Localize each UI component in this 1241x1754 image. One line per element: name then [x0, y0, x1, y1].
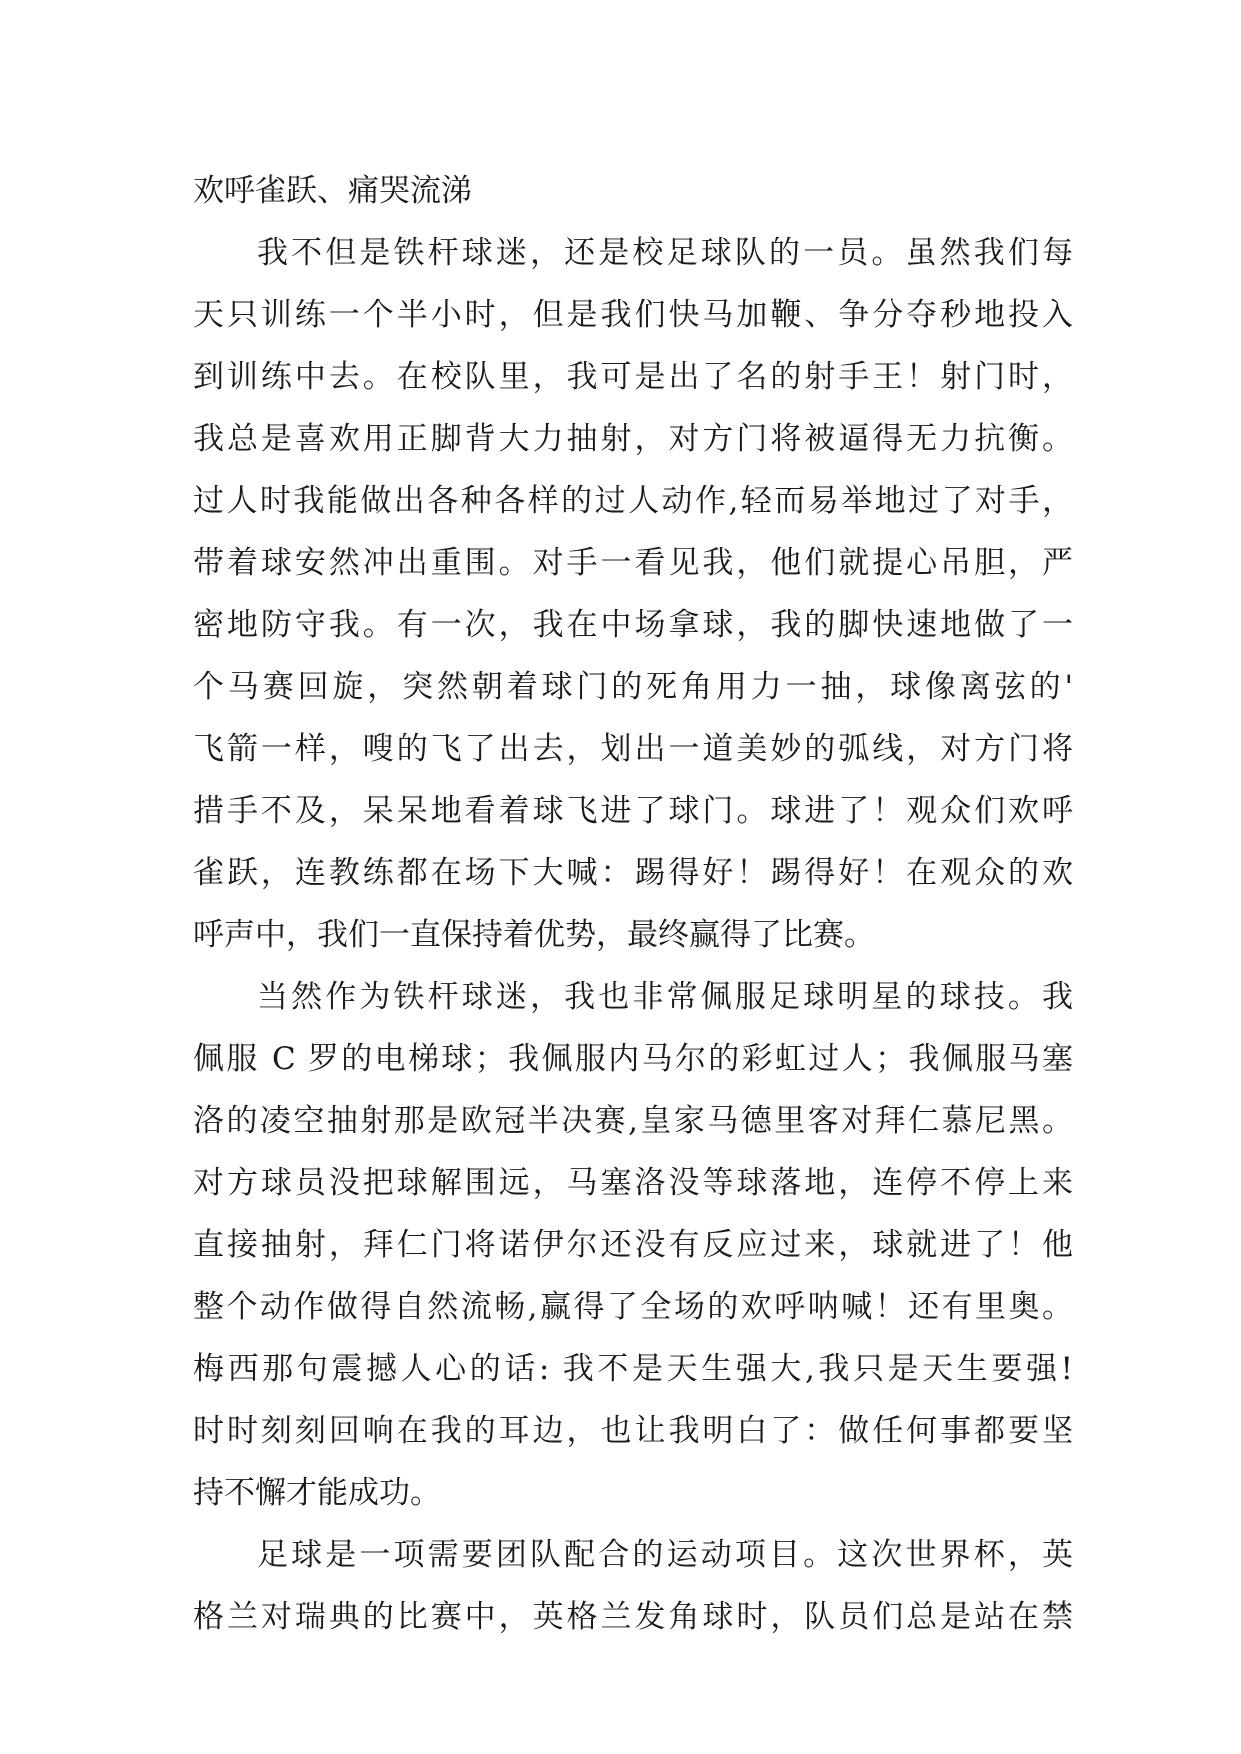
paragraph-line: 洛的凌空抽射那是欧冠半决赛,皇家马德里客对拜仁慕尼黑。 — [193, 1103, 1073, 1139]
paragraph-line: 足球是一项需要团队配合的运动项目。这次世界杯，英 — [257, 1537, 1073, 1573]
paragraph-2 — [193, 966, 1073, 1524]
paragraph-1 — [193, 222, 1073, 966]
paragraph-line: 天只训练一个半小时，但是我们快马加鞭、争分夺秒地投入 — [193, 297, 1073, 333]
paragraph-line: 格兰对瑞典的比赛中，英格兰发角球时，队员们总是站在禁 — [193, 1599, 1073, 1635]
paragraph-line: 当然作为铁杆球迷，我也非常佩服足球明星的球技。我 — [257, 979, 1073, 1015]
paragraph-line: 我总是喜欢用正脚背大力抽射，对方门将被逼得无力抗衡。 — [193, 421, 1073, 457]
paragraph-line: 飞箭一样，嗖的飞了出去，划出一道美妙的弧线，对方门将 — [193, 731, 1073, 767]
paragraph-line: 佩服 C 罗的电梯球；我佩服内马尔的彩虹过人；我佩服马塞 — [193, 1041, 1073, 1077]
paragraph-line: 我不但是铁杆球迷，还是校足球队的一员。虽然我们每 — [257, 235, 1073, 271]
paragraph-3 — [193, 1524, 1073, 1648]
paragraph-line: 呼声中，我们一直保持着优势，最终赢得了比赛。 — [193, 917, 875, 953]
paragraph-line: 直接抽射，拜仁门将诺伊尔还没有反应过来，球就进了！他 — [193, 1227, 1073, 1263]
paragraph-line: 梅西那句震撼人心的话: 我不是天生强大,我只是天生要强! — [193, 1351, 1073, 1387]
heading-line: 欢呼雀跃、痛哭流涕 — [193, 173, 472, 209]
body-text — [193, 160, 1073, 1648]
paragraph-line: 整个动作做得自然流畅,赢得了全场的欢呼呐喊！还有里奥。 — [193, 1289, 1073, 1325]
paragraph-line: 雀跃，连教练都在场下大喊：踢得好！踢得好！在观众的欢 — [193, 855, 1073, 891]
paragraph-line: 时时刻刻回响在我的耳边，也让我明白了：做任何事都要坚 — [193, 1413, 1073, 1449]
paragraph-line: 带着球安然冲出重围。对手一看见我，他们就提心吊胆，严 — [193, 545, 1073, 581]
paragraph-line: 持不懈才能成功。 — [193, 1475, 441, 1511]
paragraph-line: 个马赛回旋，突然朝着球门的死角用力一抽，球像离弦的' — [193, 669, 1073, 705]
paragraph-line: 到训练中去。在校队里，我可是出了名的射手王！射门时， — [193, 359, 1073, 395]
paragraph-line: 密地防守我。有一次，我在中场拿球，我的脚快速地做了一 — [193, 607, 1073, 643]
paragraph-line: 措手不及，呆呆地看着球飞进了球门。球进了！观众们欢呼 — [193, 793, 1073, 829]
paragraph-line: 对方球员没把球解围远，马塞洛没等球落地，连停不停上来 — [193, 1165, 1073, 1201]
paragraph-line: 过人时我能做出各种各样的过人动作,轻而易举地过了对手， — [193, 483, 1073, 519]
